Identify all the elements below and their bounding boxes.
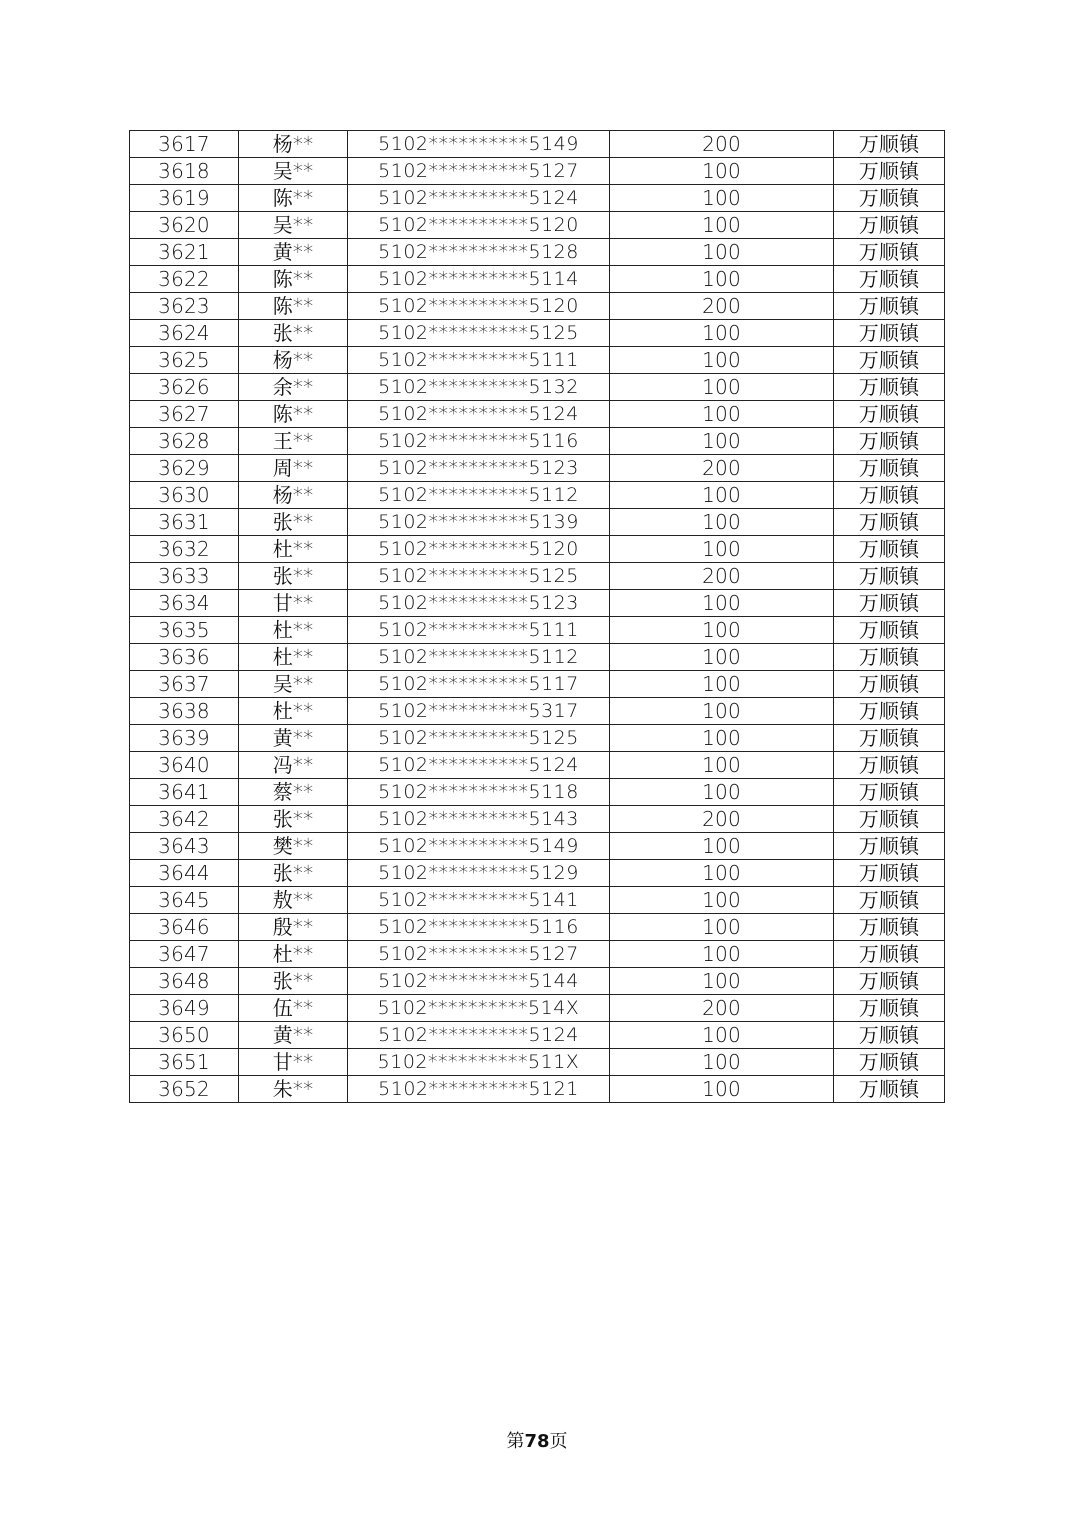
name-cell: 张** — [239, 509, 348, 536]
town-cell: 万顺镇 — [834, 266, 945, 293]
row-number-cell: 3645 — [130, 887, 239, 914]
row-number-cell: 3619 — [130, 185, 239, 212]
town-cell: 万顺镇 — [834, 482, 945, 509]
name-cell: 张** — [239, 860, 348, 887]
id-number-cell: 5102**********5132 — [348, 374, 610, 401]
town-cell: 万顺镇 — [834, 941, 945, 968]
row-number-cell: 3623 — [130, 293, 239, 320]
table-row — [130, 914, 945, 941]
row-number-cell: 3631 — [130, 509, 239, 536]
table-row — [130, 239, 945, 266]
table-row — [130, 320, 945, 347]
name-cell: 陈** — [239, 266, 348, 293]
table-row — [130, 644, 945, 671]
name-cell: 张** — [239, 968, 348, 995]
amount-cell: 100 — [610, 401, 834, 428]
table-row — [130, 779, 945, 806]
amount-cell: 100 — [610, 590, 834, 617]
town-cell: 万顺镇 — [834, 590, 945, 617]
name-cell: 杜** — [239, 941, 348, 968]
row-number-cell: 3640 — [130, 752, 239, 779]
row-number-cell: 3628 — [130, 428, 239, 455]
row-number-cell: 3643 — [130, 833, 239, 860]
page-footer — [0, 1427, 1074, 1453]
table-row — [130, 536, 945, 563]
table-row — [130, 1022, 945, 1049]
id-number-cell: 5102**********511X — [348, 1049, 610, 1076]
amount-cell: 100 — [610, 347, 834, 374]
name-cell: 余** — [239, 374, 348, 401]
row-number-cell: 3633 — [130, 563, 239, 590]
row-number-cell: 3630 — [130, 482, 239, 509]
amount-cell: 100 — [610, 671, 834, 698]
row-number-cell: 3626 — [130, 374, 239, 401]
amount-cell: 100 — [610, 185, 834, 212]
id-number-cell: 5102**********5317 — [348, 698, 610, 725]
row-number-cell: 3625 — [130, 347, 239, 374]
id-number-cell: 5102**********5111 — [348, 617, 610, 644]
amount-cell: 100 — [610, 914, 834, 941]
id-number-cell: 5102**********5149 — [348, 833, 610, 860]
name-cell: 张** — [239, 563, 348, 590]
amount-cell: 100 — [610, 644, 834, 671]
amount-cell: 100 — [610, 374, 834, 401]
town-cell: 万顺镇 — [834, 401, 945, 428]
id-number-cell: 5102**********5141 — [348, 887, 610, 914]
name-cell: 伍** — [239, 995, 348, 1022]
table-row — [130, 806, 945, 833]
table-row — [130, 482, 945, 509]
row-number-cell: 3650 — [130, 1022, 239, 1049]
amount-cell: 100 — [610, 941, 834, 968]
id-number-cell: 5102**********5121 — [348, 1076, 610, 1103]
name-cell: 黄** — [239, 239, 348, 266]
town-cell: 万顺镇 — [834, 347, 945, 374]
town-cell: 万顺镇 — [834, 563, 945, 590]
amount-cell: 100 — [610, 1076, 834, 1103]
town-cell: 万顺镇 — [834, 320, 945, 347]
id-number-cell: 5102**********5124 — [348, 752, 610, 779]
row-number-cell: 3641 — [130, 779, 239, 806]
id-number-cell: 5102**********5116 — [348, 914, 610, 941]
table-row — [130, 1049, 945, 1076]
name-cell: 朱** — [239, 1076, 348, 1103]
name-cell: 陈** — [239, 401, 348, 428]
table-row — [130, 266, 945, 293]
row-number-cell: 3618 — [130, 158, 239, 185]
table-row — [130, 185, 945, 212]
table-row — [130, 590, 945, 617]
table-row — [130, 428, 945, 455]
town-cell: 万顺镇 — [834, 617, 945, 644]
table-row — [130, 671, 945, 698]
row-number-cell: 3642 — [130, 806, 239, 833]
name-cell: 殷** — [239, 914, 348, 941]
amount-cell: 100 — [610, 968, 834, 995]
amount-cell: 100 — [610, 779, 834, 806]
name-cell: 吴** — [239, 671, 348, 698]
id-number-cell: 5102**********5139 — [348, 509, 610, 536]
amount-cell: 100 — [610, 1049, 834, 1076]
id-number-cell: 5102**********5128 — [348, 239, 610, 266]
table-row — [130, 131, 945, 158]
table-row — [130, 374, 945, 401]
id-number-cell: 5102**********5123 — [348, 455, 610, 482]
amount-cell: 100 — [610, 266, 834, 293]
amount-cell: 100 — [610, 860, 834, 887]
id-number-cell: 5102**********5117 — [348, 671, 610, 698]
town-cell: 万顺镇 — [834, 914, 945, 941]
table-row — [130, 455, 945, 482]
id-number-cell: 5102**********5114 — [348, 266, 610, 293]
id-number-cell: 5102**********5149 — [348, 131, 610, 158]
town-cell: 万顺镇 — [834, 725, 945, 752]
row-number-cell: 3636 — [130, 644, 239, 671]
id-number-cell: 5102**********5124 — [348, 1022, 610, 1049]
roster-table-body — [130, 131, 945, 1103]
amount-cell: 100 — [610, 212, 834, 239]
amount-cell: 100 — [610, 725, 834, 752]
table-row — [130, 887, 945, 914]
amount-cell: 200 — [610, 995, 834, 1022]
table-row — [130, 725, 945, 752]
town-cell: 万顺镇 — [834, 806, 945, 833]
table-row — [130, 968, 945, 995]
id-number-cell: 5102**********514X — [348, 995, 610, 1022]
town-cell: 万顺镇 — [834, 212, 945, 239]
town-cell: 万顺镇 — [834, 509, 945, 536]
amount-cell: 100 — [610, 482, 834, 509]
amount-cell: 100 — [610, 428, 834, 455]
table-row — [130, 860, 945, 887]
name-cell: 蔡** — [239, 779, 348, 806]
name-cell: 陈** — [239, 185, 348, 212]
town-cell: 万顺镇 — [834, 185, 945, 212]
table-row — [130, 401, 945, 428]
id-number-cell: 5102**********5120 — [348, 212, 610, 239]
id-number-cell: 5102**********5125 — [348, 725, 610, 752]
name-cell: 陈** — [239, 293, 348, 320]
id-number-cell: 5102**********5111 — [348, 347, 610, 374]
town-cell: 万顺镇 — [834, 428, 945, 455]
row-number-cell: 3637 — [130, 671, 239, 698]
table-row — [130, 347, 945, 374]
name-cell: 张** — [239, 320, 348, 347]
id-number-cell: 5102**********5144 — [348, 968, 610, 995]
name-cell: 张** — [239, 806, 348, 833]
id-number-cell: 5102**********5120 — [348, 536, 610, 563]
id-number-cell: 5102**********5124 — [348, 185, 610, 212]
name-cell: 周** — [239, 455, 348, 482]
row-number-cell: 3648 — [130, 968, 239, 995]
town-cell: 万顺镇 — [834, 968, 945, 995]
row-number-cell: 3634 — [130, 590, 239, 617]
name-cell: 杨** — [239, 131, 348, 158]
town-cell: 万顺镇 — [834, 536, 945, 563]
row-number-cell: 3620 — [130, 212, 239, 239]
table-row — [130, 941, 945, 968]
table-row — [130, 293, 945, 320]
row-number-cell: 3629 — [130, 455, 239, 482]
town-cell: 万顺镇 — [834, 779, 945, 806]
id-number-cell: 5102**********5116 — [348, 428, 610, 455]
row-number-cell: 3638 — [130, 698, 239, 725]
table-row — [130, 158, 945, 185]
name-cell: 杜** — [239, 698, 348, 725]
town-cell: 万顺镇 — [834, 860, 945, 887]
row-number-cell: 3617 — [130, 131, 239, 158]
name-cell: 杜** — [239, 644, 348, 671]
town-cell: 万顺镇 — [834, 374, 945, 401]
town-cell: 万顺镇 — [834, 698, 945, 725]
row-number-cell: 3652 — [130, 1076, 239, 1103]
row-number-cell: 3622 — [130, 266, 239, 293]
town-cell: 万顺镇 — [834, 752, 945, 779]
town-cell: 万顺镇 — [834, 293, 945, 320]
amount-cell: 100 — [610, 752, 834, 779]
town-cell: 万顺镇 — [834, 671, 945, 698]
name-cell: 黄** — [239, 1022, 348, 1049]
roster-table — [129, 130, 945, 1103]
table-row — [130, 509, 945, 536]
row-number-cell: 3624 — [130, 320, 239, 347]
table-row — [130, 833, 945, 860]
amount-cell: 200 — [610, 455, 834, 482]
row-number-cell: 3639 — [130, 725, 239, 752]
amount-cell: 100 — [610, 833, 834, 860]
row-number-cell: 3644 — [130, 860, 239, 887]
row-number-cell: 3646 — [130, 914, 239, 941]
table-row — [130, 698, 945, 725]
row-number-cell: 3651 — [130, 1049, 239, 1076]
amount-cell: 200 — [610, 806, 834, 833]
name-cell: 甘** — [239, 1049, 348, 1076]
id-number-cell: 5102**********5123 — [348, 590, 610, 617]
amount-cell: 100 — [610, 698, 834, 725]
id-number-cell: 5102**********5118 — [348, 779, 610, 806]
amount-cell: 100 — [610, 320, 834, 347]
id-number-cell: 5102**********5127 — [348, 158, 610, 185]
id-number-cell: 5102**********5120 — [348, 293, 610, 320]
name-cell: 黄** — [239, 725, 348, 752]
row-number-cell: 3647 — [130, 941, 239, 968]
town-cell: 万顺镇 — [834, 887, 945, 914]
table-row — [130, 617, 945, 644]
name-cell: 甘** — [239, 590, 348, 617]
name-cell: 吴** — [239, 212, 348, 239]
name-cell: 敖** — [239, 887, 348, 914]
name-cell: 杜** — [239, 617, 348, 644]
town-cell: 万顺镇 — [834, 158, 945, 185]
amount-cell: 100 — [610, 509, 834, 536]
name-cell: 吴** — [239, 158, 348, 185]
town-cell: 万顺镇 — [834, 644, 945, 671]
amount-cell: 100 — [610, 536, 834, 563]
name-cell: 杨** — [239, 482, 348, 509]
table-row — [130, 212, 945, 239]
id-number-cell: 5102**********5125 — [348, 320, 610, 347]
id-number-cell: 5102**********5125 — [348, 563, 610, 590]
town-cell: 万顺镇 — [834, 833, 945, 860]
name-cell: 樊** — [239, 833, 348, 860]
table-row — [130, 752, 945, 779]
town-cell: 万顺镇 — [834, 995, 945, 1022]
name-cell: 杜** — [239, 536, 348, 563]
town-cell: 万顺镇 — [834, 1049, 945, 1076]
town-cell: 万顺镇 — [834, 1022, 945, 1049]
page-footer-prefix: 第 — [506, 1431, 525, 1452]
row-number-cell: 3635 — [130, 617, 239, 644]
page-footer-suffix: 页 — [549, 1431, 568, 1452]
row-number-cell: 3627 — [130, 401, 239, 428]
town-cell: 万顺镇 — [834, 239, 945, 266]
amount-cell: 200 — [610, 563, 834, 590]
row-number-cell: 3632 — [130, 536, 239, 563]
id-number-cell: 5102**********5112 — [348, 644, 610, 671]
id-number-cell: 5102**********5127 — [348, 941, 610, 968]
amount-cell: 100 — [610, 1022, 834, 1049]
name-cell: 杨** — [239, 347, 348, 374]
table-row — [130, 563, 945, 590]
amount-cell: 200 — [610, 293, 834, 320]
page-number: 78 — [524, 1431, 550, 1452]
town-cell: 万顺镇 — [834, 455, 945, 482]
name-cell: 王** — [239, 428, 348, 455]
table-row — [130, 1076, 945, 1103]
amount-cell: 100 — [610, 887, 834, 914]
amount-cell: 100 — [610, 158, 834, 185]
row-number-cell: 3649 — [130, 995, 239, 1022]
row-number-cell: 3621 — [130, 239, 239, 266]
amount-cell: 200 — [610, 131, 834, 158]
id-number-cell: 5102**********5112 — [348, 482, 610, 509]
table-row — [130, 995, 945, 1022]
id-number-cell: 5102**********5124 — [348, 401, 610, 428]
town-cell: 万顺镇 — [834, 1076, 945, 1103]
id-number-cell: 5102**********5143 — [348, 806, 610, 833]
amount-cell: 100 — [610, 617, 834, 644]
amount-cell: 100 — [610, 239, 834, 266]
town-cell: 万顺镇 — [834, 131, 945, 158]
id-number-cell: 5102**********5129 — [348, 860, 610, 887]
name-cell: 冯** — [239, 752, 348, 779]
